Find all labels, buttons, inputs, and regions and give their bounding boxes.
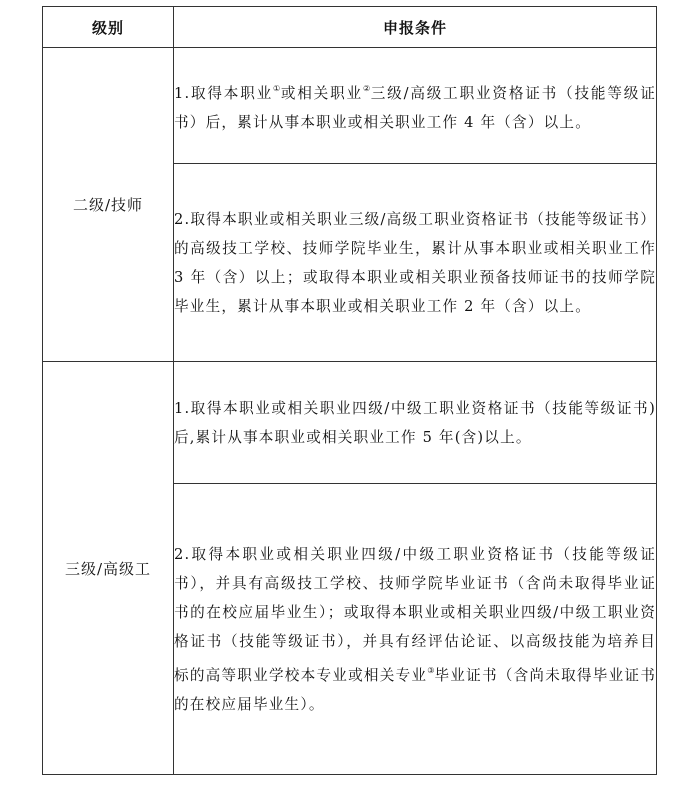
table-header-row [43,7,657,48]
table-row [43,362,657,484]
condition-cell: 1.取得本职业或相关职业四级/中级工职业资格证书（技能等级证书)后,累计从事本职业或相关职业工作 5 年(含)以上。 [174,362,657,484]
condition-text: 2.取得本职业或相关职业四级/中级工职业资格证书（技能等级证书），并具有高级技工学校、技师学院毕业证书（含尚未取得毕业证书的在校应届毕业生）；或取得本职业或相关职业四级/中级工职业资格证书（技能等级证书），并具有经评估论证、以高级技能为培养目标的高等职业学校本专业或相关专业 [174,545,656,684]
condition-cell [174,48,657,164]
header-level: 级别 [43,7,174,48]
level-cell: 二级/技师 [43,48,174,362]
footnote-marker: ② [362,84,371,93]
condition-cell [174,484,657,775]
header-conditions: 申报条件 [174,7,657,48]
level-cell: 三级/高级工 [43,362,174,775]
footnote-marker: ① [273,84,281,93]
condition-cell: 2.取得本职业或相关职业三级/高级工职业资格证书（技能等级证书）的高级技工学校、技师学院毕业生，累计从事本职业或相关职业工作 3 年（含）以上；或取得本职业或相关职业预备技师证书的技师学院毕业生，累计从事本职业或相关职业工作 2 年（含）以上。 [174,164,657,362]
qualification-table [42,6,657,775]
condition-text: 或相关职业 [280,85,363,102]
footnote-marker: ③ [427,665,435,675]
condition-text: 1.取得本职业 [174,85,274,102]
condition-text: 毕业证书（含尚未取得毕业证书的在校应届毕业生）。 [174,666,657,713]
table-row [43,48,657,164]
condition-text: 三级/高级工职业资格证书（技能等级证书）后，累计从事本职业或相关职业工作 4 年（含）以上。 [174,85,656,131]
